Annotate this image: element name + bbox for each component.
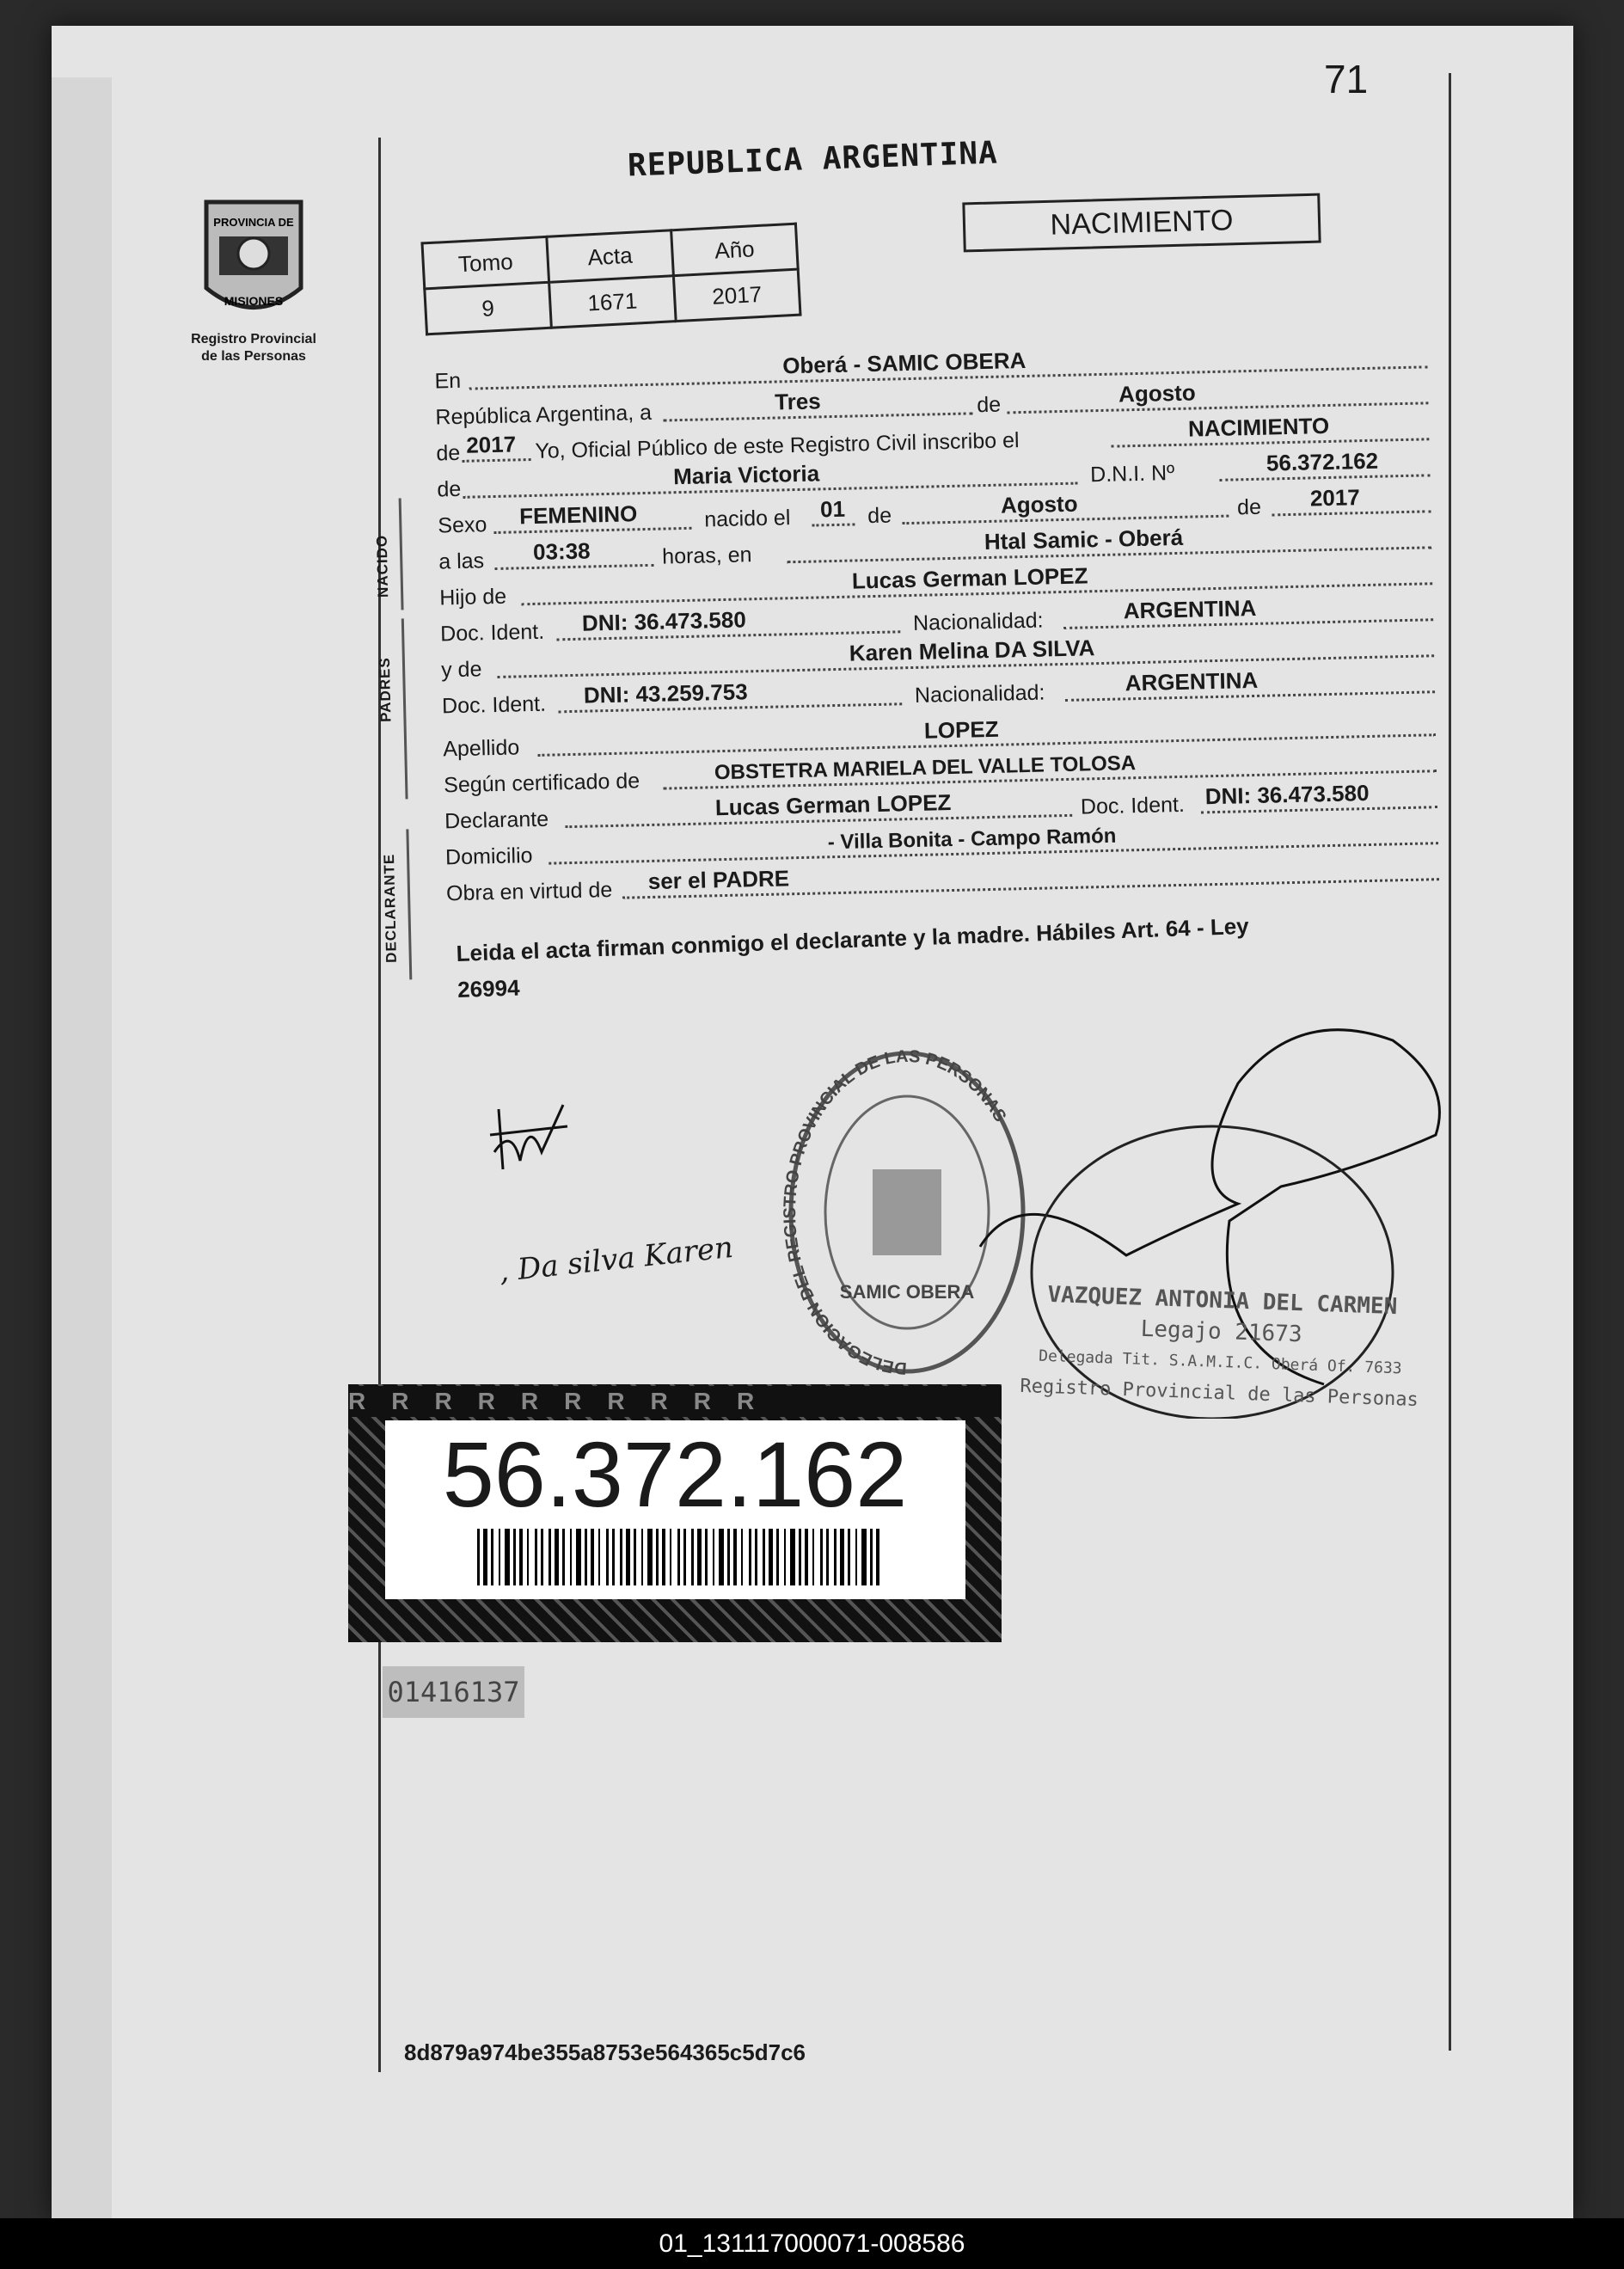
field-label: Sexo	[438, 512, 487, 538]
barcode-bar	[477, 1529, 480, 1585]
barcode-bar	[776, 1529, 779, 1585]
barcode-bar	[755, 1529, 757, 1585]
barcode-number: 56.372.162	[442, 1422, 908, 1526]
sexo-value: FEMENINO	[518, 500, 638, 530]
father-doc-value: DNI: 36.473.580	[581, 606, 747, 636]
birth-day-value: 01	[819, 495, 846, 523]
barcode-bar	[848, 1529, 850, 1585]
barcode-bar	[555, 1529, 559, 1585]
mother-name-value: Karen Melina DA SILVA	[849, 635, 1095, 666]
barcode-bar	[662, 1529, 665, 1585]
barcode-bar	[855, 1529, 857, 1585]
field-label: nacido el	[703, 506, 791, 532]
official-stamp	[1017, 1279, 1425, 1416]
barcode-bar	[763, 1529, 765, 1585]
father-nationality-value: ARGENTINA	[1123, 594, 1257, 624]
logo-caption-line: de las Personas	[201, 349, 306, 364]
field-label: República Argentina, a	[435, 400, 653, 430]
signer-org: Registro Provincial de las Personas	[1020, 1375, 1419, 1412]
barcode-bar	[598, 1529, 600, 1585]
place-value: Oberá - SAMIC OBERA	[781, 346, 1026, 379]
field-label: de	[1236, 494, 1262, 520]
side-label-padres: PADRES	[376, 657, 395, 723]
certifier-value: OBSTETRA MARIELA DEL VALLE TOLOSA	[714, 751, 1137, 785]
field-label: Doc. Ident.	[439, 619, 545, 647]
barcode-bar	[656, 1529, 659, 1585]
seal-center-text: SAMIC OBERA	[839, 1281, 975, 1303]
barcode-bar	[570, 1529, 572, 1585]
signer-name: VAZQUEZ ANTONIA DEL CARMEN	[1046, 1281, 1398, 1321]
surname-value: LOPEZ	[923, 715, 999, 744]
barcode-bar	[876, 1529, 879, 1585]
barcode-bar	[491, 1529, 493, 1585]
barcode-bar	[683, 1529, 686, 1585]
barcode-bar	[769, 1529, 773, 1585]
virtue-value: ser el PADRE	[647, 865, 790, 895]
barcode-bar	[647, 1529, 653, 1585]
field-label: Nacionalidad:	[912, 608, 1044, 635]
year-value: 2017	[465, 431, 517, 458]
birth-month-value: Agosto	[1000, 490, 1078, 518]
table-cell: 2017	[673, 269, 800, 322]
barcode-bar	[626, 1529, 630, 1585]
barcode-bar	[705, 1529, 708, 1585]
day-words-value: Tres	[774, 388, 822, 415]
barcode-bar	[820, 1529, 823, 1585]
address-value: - Villa Bonita - Campo Ramón	[827, 824, 1117, 855]
barcode-bar	[505, 1529, 510, 1585]
barcode-bar	[634, 1529, 636, 1585]
logo-top-text: PROVINCIA DE	[213, 216, 294, 229]
declarant-value: Lucas German LOPEZ	[714, 789, 952, 821]
barcode-bar	[641, 1529, 643, 1585]
barcode-bar	[620, 1529, 622, 1585]
barcode-bar	[826, 1529, 829, 1585]
field-label: En	[434, 368, 462, 394]
barcode-bar	[548, 1529, 551, 1585]
mother-handwritten-name: , Da silva Karen	[497, 1230, 735, 1290]
file-id-footer: 01_131117000071-008586	[0, 2218, 1624, 2269]
birth-time-value: 03:38	[532, 537, 591, 565]
mother-doc-value: DNI: 43.259.753	[583, 678, 748, 708]
declarant-doc-value: DNI: 36.473.580	[1204, 779, 1370, 810]
barcode-bar	[535, 1529, 537, 1585]
barcode-bar	[691, 1529, 694, 1585]
month-value: Agosto	[1118, 379, 1196, 408]
field-label: Doc. Ident.	[441, 691, 547, 719]
logo-bottom-text: MISIONES	[224, 294, 284, 308]
barcode-bar	[576, 1529, 581, 1585]
page-edge	[52, 77, 112, 2244]
barcode-bar	[483, 1529, 487, 1585]
barcode-bar	[749, 1529, 751, 1585]
barcode-bar	[870, 1529, 873, 1585]
barcode-bar	[812, 1529, 814, 1585]
barcode-bar	[612, 1529, 615, 1585]
field-label: horas, en	[661, 543, 752, 569]
document-hash: 8d879a974be355a8753e564365c5d7c6	[404, 2039, 806, 2065]
page-number: 71	[1324, 57, 1369, 101]
field-label: de	[437, 476, 462, 502]
barcode-bar	[513, 1529, 516, 1585]
dni-value: 56.372.162	[1265, 447, 1379, 476]
barcode-bar	[861, 1529, 867, 1585]
record-table	[420, 223, 801, 336]
mother-nationality-value: ARGENTINA	[1125, 666, 1259, 696]
field-label: Apellido	[442, 735, 520, 762]
closing-line: 26994	[457, 974, 520, 1003]
barcode-bar	[733, 1529, 737, 1585]
table-header: Año	[671, 224, 799, 276]
barcode-bar	[799, 1529, 801, 1585]
registry-logo-caption	[146, 331, 361, 365]
field-label: de	[977, 392, 1002, 418]
closing-line: Leida el acta firman conmigo el declarante y la madre. Hábiles Art. 64 - Ley	[456, 912, 1250, 966]
field-label: Obra en virtud de	[445, 877, 613, 906]
field-label: Según certificado de	[443, 769, 640, 798]
barcode-bar	[840, 1529, 844, 1585]
act-type-box: NACIMIENTO	[962, 193, 1321, 253]
country-title: REPUBLICA ARGENTINA	[627, 135, 999, 184]
signer-role: Delegada Tit. S.A.M.I.C. Oberá Of. 7633	[1038, 1346, 1402, 1378]
birth-year-value: 2017	[1309, 484, 1361, 512]
barcode-bar	[562, 1529, 565, 1585]
barcode-bar	[741, 1529, 743, 1585]
declarant-signature	[477, 1092, 580, 1195]
field-label: Declarante	[444, 806, 549, 834]
signer-legajo: Legajo 21673	[1140, 1315, 1303, 1348]
side-label-declarante: DECLARANTE	[380, 853, 400, 964]
barcode-bar	[713, 1529, 714, 1585]
field-label: y de	[440, 657, 482, 683]
barcode-bar	[606, 1529, 609, 1585]
barcode-bar	[527, 1529, 529, 1585]
father-name-value: Lucas German LOPEZ	[851, 562, 1088, 594]
barcode-bar	[805, 1529, 808, 1585]
barcode-bar	[519, 1529, 523, 1585]
barcode-bar	[591, 1529, 594, 1585]
birth-place-value: Htal Samic - Oberá	[984, 524, 1184, 555]
barcode-bar	[834, 1529, 837, 1585]
side-label-nacido: NACIDO	[373, 534, 392, 598]
barcode-bar	[541, 1529, 543, 1585]
misiones-coat-of-arms-icon	[172, 185, 335, 331]
table-cell: 1671	[549, 276, 677, 328]
barcode-bar	[670, 1529, 671, 1585]
table-header: Tomo	[422, 236, 549, 289]
barcode-bars	[477, 1529, 881, 1585]
barcode-bar	[499, 1529, 500, 1585]
logo-caption-line: Registro Provincial	[191, 332, 316, 346]
barcode-bar	[784, 1529, 786, 1585]
child-name-value: Maria Victoria	[672, 460, 820, 490]
barcode-bar	[727, 1529, 730, 1585]
field-label: de	[867, 503, 892, 529]
field-label: Hijo de	[438, 584, 507, 610]
field-label: a las	[438, 549, 485, 574]
barcode-bar	[790, 1529, 795, 1585]
field-label: Nacionalidad:	[914, 680, 1045, 708]
barcode-security-strip: RRRRRRRRRR	[348, 1386, 1002, 1417]
field-label: Domicilio	[444, 843, 533, 870]
barcode-bar	[719, 1529, 724, 1585]
field-label: Yo, Oficial Público de este Registro Civil inscribo el	[535, 428, 1020, 463]
inscribo-value: NACIMIENTO	[1187, 412, 1330, 442]
reference-code: 01416137	[383, 1666, 524, 1718]
field-label: de	[436, 440, 461, 466]
seal-ring-text: DELEGACION DEL REGISTRO PROVINCIAL DE LAS PERSONAS	[781, 1046, 1010, 1378]
barcode-bar	[677, 1529, 680, 1585]
field-label: Doc. Ident.	[1080, 792, 1186, 819]
barcode-bar	[585, 1529, 587, 1585]
table-header: Acta	[547, 230, 674, 283]
field-label: D.N.I. Nº	[1089, 461, 1175, 488]
barcode-bar	[697, 1529, 702, 1585]
table-cell: 9	[425, 282, 552, 334]
